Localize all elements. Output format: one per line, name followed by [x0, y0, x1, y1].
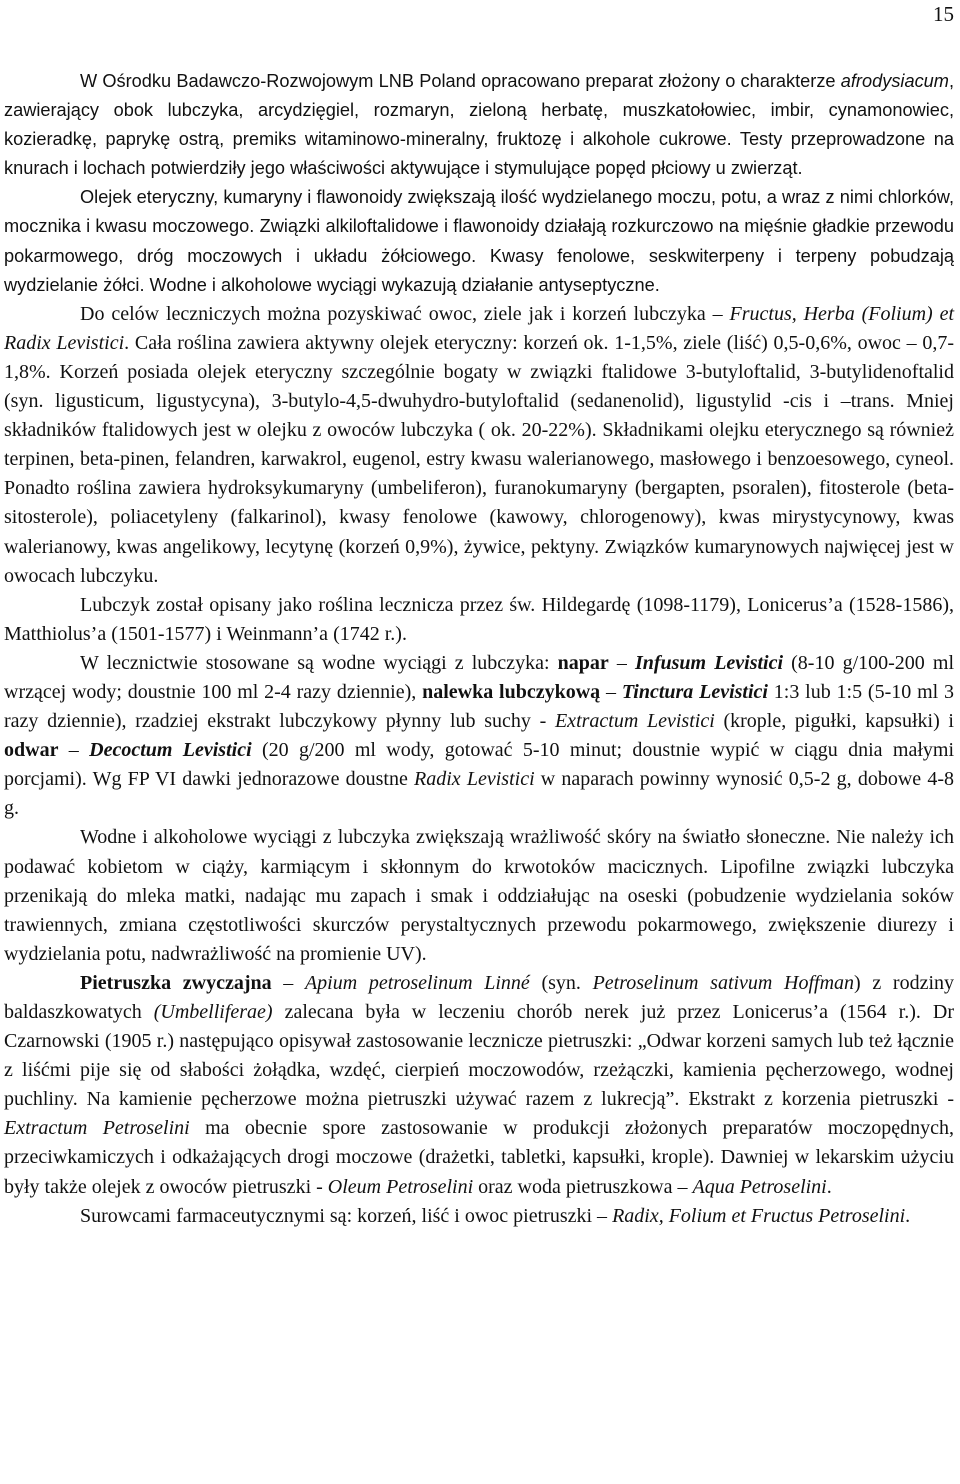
text-run: –: [271, 971, 305, 994]
emphasized-text: afrodysiacum: [840, 71, 949, 91]
paragraph: [4, 591, 954, 649]
text-run: Wodne i alkoholowe wyciągi z lubczyka zwiększają wrażliwość skóry na światło słoneczne. Nie należy ich podawać kobietom w ciąży, karmiącym i skłonnym do krwotoków macicznych. Lipofilne związki lubczyka przenikają do mleka matki, nadając mu zapach i smak i oddziałując na oseski (pobudzenie wydzielania soków trawiennych, zmiana częstotliwości skurczów perystaltycznych przewodu pokarmowego, zwiększenie diurezy i wydzielania potu, nadwrażliwość na promienie UV).: [4, 826, 954, 965]
paragraph: [4, 1202, 954, 1231]
paragraph: [4, 67, 954, 183]
emphasized-text: Radix, Folium et Fructus Petroselini: [612, 1204, 906, 1227]
emphasized-text: Extractum Petroselini: [4, 1117, 190, 1140]
text-run: –: [58, 739, 90, 762]
text-run: w naparach powinny wynosić 0,5-2 g, dobowe 4-8 g.: [4, 768, 954, 820]
text-run: W Ośrodku Badawczo-Rozwojowym LNB Poland opracowano preparat złożony o charakterze: [80, 71, 841, 91]
page-number: 15: [933, 2, 954, 26]
paragraph: [4, 969, 954, 1202]
paragraph: [4, 649, 954, 824]
paragraph: [4, 183, 954, 299]
text-run: (20 g/200 ml wody, gotować 5-10 minut; doustnie wypić w ciągu dnia małymi porcjami). Wg FP VI dawki jednorazowe doustne: [4, 739, 954, 791]
paragraph: [4, 823, 954, 968]
emphasized-text: Decoctum Levistici: [89, 739, 252, 762]
emphasized-text: nalewka lubczykową: [422, 680, 601, 703]
text-run: ma obecnie spore zastosowanie w produkcji złożonych preparatów moczopędnych, przeciwkamiczych i odkażających drogi moczowe (drażetki, tabletki, kapsułki, krople). Dawniej w lekarskim użyciu były także olejek z owoców pietruszki -: [4, 1117, 954, 1198]
text-run: Lubczyk został opisany jako roślina lecznicza przez św. Hildegardę (1098-1179), Lonicerus’a (1528-1586), Matthiolus’a (1501-1577) i Weinmann’a (1742 r.).: [4, 593, 954, 645]
text-run: . Cała roślina zawiera aktywny olejek eteryczny: korzeń ok. 1-1,5%, ziele (liść) 0,5-0,6%, owoc – 0,7-1,8%. Korzeń posiada olejek eteryczny szczególnie bogaty w związki ftalidowe 3-butyloftalid, 3-butylidenoftalid (syn. ligusticum, ligustycyna), 3-butylo-4,5-dwuhydro-butyloftalid (sedanenolid), ligustylid -cis i –trans. Mniej składników ftalidowych jest w olejku z owoców lubczyka ( ok. 20-22%). Składnikami olejku eterycznego są również terpinen, beta-pinen, felandren, karwakrol, eugenol, estry kwasu walerianowego, masłowego i benzoesowego, cyneol. Ponadto roślina zawiera hydroksykumaryny (umbeliferon), furanokumaryny (bergapten, psoralen), fitosterole (beta-sitosterole), poliacetyleny (falkarinol), kwasy fenolowe (kawowy, chlorogenowy), kwas mirystycynowy, kwas walerianowy, kwas angelikowy, lecytynę (korzeń 0,9%), żywice, pektyny. Związków kumarynowych najwięcej jest w owocach lubczyku.: [4, 331, 954, 587]
emphasized-text: Fructus, Herba (Folium) et Radix Levistici: [4, 302, 955, 354]
text-run: W lecznictwie stosowane są wodne wyciągi z lubczyka:: [80, 651, 558, 674]
emphasized-text: Tinctura Levistici: [621, 680, 768, 703]
text-run: Surowcami farmaceutycznymi są: korzeń, liść i owoc pietruszki –: [80, 1204, 613, 1227]
text-run: –: [600, 680, 622, 703]
emphasized-text: (Umbelliferae): [153, 1001, 273, 1023]
text-run: Do celów leczniczych można pozyskiwać owoc, ziele jak i korzeń lubczyka –: [80, 302, 730, 325]
paragraph: [4, 300, 954, 591]
emphasized-text: Pietruszka zwyczajna: [80, 971, 272, 994]
emphasized-text: Apium petroselinum Linné: [304, 971, 530, 994]
text-run: 1:3 lub 1:5 (5-10 ml 3 razy dziennie), rzadziej ekstrakt lubczykowy płynny lub suchy -: [4, 680, 954, 733]
text-run: –: [608, 651, 635, 674]
emphasized-text: Radix Levistici: [414, 768, 535, 791]
text-run: zalecana była w leczeniu chorób nerek już przez Lonicerus’a (1564 r.). Dr Czarnowski (1905 r.) następująco opisywał zastosowanie lecznicze pietruszki: „Odwar korzeni samych lub też łącznie z liśćmi pije się od słabości żołądka, wzdęć, cierpień moczowodów, rzeżączki, kamienia pęcherzowego, wodnej puchliny. Na kamienie pęcherzowe można pietruszki używać razem z lukrecją”. Ekstrakt z korzenia pietruszki -: [4, 1001, 954, 1111]
emphasized-text: Aqua Petroselini: [692, 1175, 827, 1198]
emphasized-text: Infusum Levistici: [634, 651, 784, 674]
text-run: Olejek eteryczny, kumaryny i flawonoidy zwiększają ilość wydzielanego moczu, potu, a wraz z nimi chlorków, mocznika i kwasu moczowego. Związki alkiloftalidowe i flawonoidy działają rozkurczowo na mięśnie gładkie przewodu pokarmowego, dróg moczowych i układu żółciowego. Kwasy fenolowe, seskwiterpeny i terpeny pobudzają wydzielanie żółci. Wodne i alkoholowe wyciągi wykazują działanie antyseptyczne.: [4, 187, 954, 295]
body-text: [4, 67, 954, 1231]
emphasized-text: Extractum Levistici: [554, 710, 715, 733]
text-run: (syn.: [529, 971, 593, 994]
text-run: , zawierający obok lubczyka, arcydzięgiel, rozmaryn, zieloną herbatę, muszkatołowiec, imbir, cynamonowiec, kozieradkę, paprykę ostrą, premiks witaminowo-mineralny, fruktozę i alkohole cukrowe. Testy przeprowadzone na knurach i lochach potwierdziły jego właściwości aktywujące i stymulujące popęd płciowy u zwierząt.: [4, 71, 954, 179]
text-run: (8-10 g/100-200 ml wrzącej wody; doustnie 100 ml 2-4 razy dziennie),: [4, 651, 954, 703]
emphasized-text: Petroselinum sativum Hoffman: [592, 971, 855, 994]
text-run: .: [905, 1204, 911, 1227]
text-run: ) z rodziny baldaszkowatych: [4, 971, 955, 1023]
text-run: oraz woda pietruszkowa –: [473, 1175, 693, 1198]
emphasized-text: napar: [557, 651, 609, 674]
emphasized-text: Oleum Petroselini: [327, 1175, 474, 1198]
emphasized-text: odwar: [4, 739, 59, 762]
text-run: .: [826, 1175, 832, 1198]
text-run: (krople, pigułki, kapsułki) i: [714, 710, 954, 733]
